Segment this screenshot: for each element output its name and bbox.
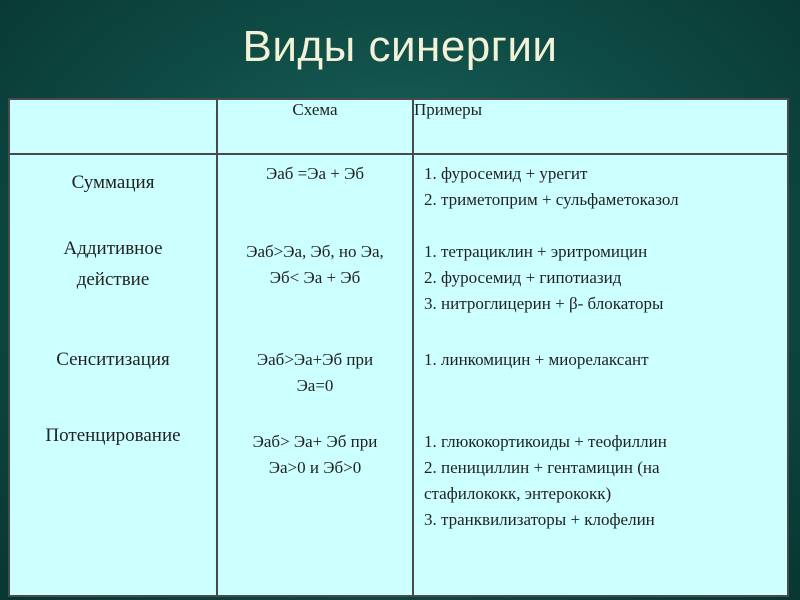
types-column	[9, 154, 217, 596]
example-item: 3. нитроглицерин + β- блокаторы	[424, 294, 664, 313]
table-body-row	[9, 154, 788, 596]
scheme-sensitization-line1: Эаб>Эа+Эб при	[256, 350, 374, 369]
examples-column	[413, 154, 788, 596]
slide-title: Виды синергии	[242, 22, 558, 71]
header-scheme: Схема	[217, 99, 413, 154]
scheme-summation: Эаб =Эа + Эб	[266, 164, 364, 183]
type-sensitization: Сенситизация	[56, 349, 170, 370]
header-empty-cell	[9, 99, 217, 154]
scheme-potentiation-line2: Эа>0 и Эб>0	[268, 458, 362, 477]
examples-additive	[424, 239, 783, 317]
examples-potentiation	[424, 429, 783, 533]
example-item: стафилококк, энтерококк)	[424, 484, 612, 503]
example-item: 2. фуросемид + гипотиазид	[424, 268, 622, 287]
example-item: 1. фуросемид + урегит	[424, 164, 588, 183]
example-item: 1. линкомицин + миорелаксант	[424, 350, 649, 369]
example-item: 2. пенициллин + гентамицин (на	[424, 458, 660, 477]
table-header-row	[9, 99, 788, 154]
type-summation: Суммация	[71, 172, 155, 193]
example-item: 3. транквилизаторы + клофелин	[424, 510, 655, 529]
scheme-sensitization	[218, 347, 412, 399]
type-additive	[10, 233, 216, 295]
example-item: 1. глюкокортикоиды + теофиллин	[424, 432, 667, 451]
type-potentiation: Потенцирование	[45, 425, 181, 446]
example-item: 1. тетрациклин + эритромицин	[424, 242, 648, 261]
examples-summation	[424, 161, 783, 213]
synergy-table	[8, 98, 789, 597]
header-examples: Примеры	[413, 99, 788, 154]
scheme-sensitization-line2: Эа=0	[296, 376, 334, 395]
type-additive-line1: Аддитивное	[63, 238, 163, 259]
scheme-additive	[218, 239, 412, 291]
scheme-additive-line2: Эб< Эа + Эб	[269, 268, 361, 287]
examples-sensitization	[424, 347, 783, 373]
scheme-potentiation-line1: Эаб> Эа+ Эб при	[252, 432, 378, 451]
example-item: 2. триметоприм + сульфаметоказол	[424, 190, 679, 209]
scheme-potentiation	[218, 429, 412, 481]
schemes-column	[217, 154, 413, 596]
type-additive-line2: действие	[76, 269, 150, 290]
scheme-additive-line1: Эаб>Эа, Эб, но Эа,	[246, 242, 384, 261]
